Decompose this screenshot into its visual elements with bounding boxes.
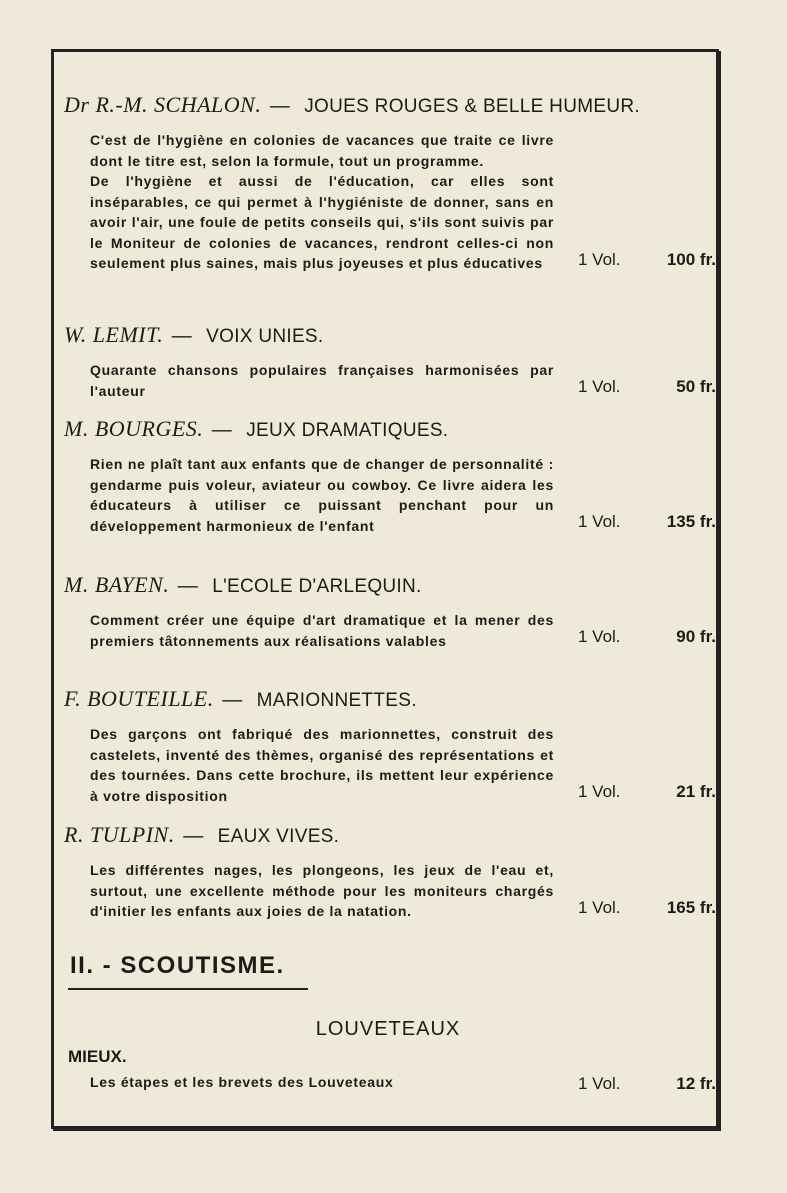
subentry-description xyxy=(90,1072,554,1093)
entry-body xyxy=(54,860,722,922)
book-entry-bouteille xyxy=(54,686,722,806)
entry-body xyxy=(54,724,722,806)
entry-volume: 1 Vol. xyxy=(578,377,621,396)
entry-price: 165 fr. xyxy=(666,897,716,917)
entry-volume: 1 Vol. xyxy=(578,512,621,531)
entry-heading xyxy=(64,416,722,442)
entry-paragraph: Des garçons ont fabriqué des marionnettes, construit des castelets, inventé des thèmes, organisé des représentations et des tournées. Dans cette brochure, ils mettent leur expérience à votre disposition xyxy=(90,726,554,804)
entry-author: M. BAYEN. xyxy=(64,572,170,597)
entry-title: JOUES ROUGES & BELLE HUMEUR. xyxy=(304,96,640,117)
subentry-volume: 1 Vol. xyxy=(578,1074,621,1093)
entry-heading xyxy=(64,92,722,118)
entry-paragraph: Quarante chansons populaires françaises harmonisées par l'auteur xyxy=(90,362,554,399)
entry-dash: — xyxy=(211,419,232,441)
entry-description xyxy=(90,860,554,922)
entry-volume: 1 Vol. xyxy=(578,782,621,801)
subentry-price: 12 fr. xyxy=(676,1074,716,1093)
entry-volume: 1 Vol. xyxy=(578,249,621,269)
entry-paragraph: Comment créer une équipe d'art dramatique et la mener des premiers tâtonnements aux réalisations valables xyxy=(90,612,554,649)
book-entry-bourges xyxy=(54,416,722,536)
entry-price: 100 fr. xyxy=(666,249,716,269)
entry-price: 50 fr. xyxy=(676,377,716,396)
entry-body xyxy=(54,360,722,401)
entry-description xyxy=(90,610,554,651)
entry-heading xyxy=(64,822,722,848)
subentry-author: MIEUX. xyxy=(68,1047,127,1066)
entry-author: R. TULPIN. xyxy=(64,822,175,847)
entry-description xyxy=(90,724,554,806)
entry-body xyxy=(54,130,722,274)
entry-description xyxy=(90,454,554,536)
entry-paragraph: C'est de l'hygiène en colonies de vacances que traite ce livre dont le titre est, selon la formule, tout un programme. xyxy=(90,132,554,169)
entry-price: 90 fr. xyxy=(676,627,716,646)
book-entry-bayen xyxy=(54,572,722,651)
subentry-row xyxy=(54,1072,722,1098)
entry-author: F. BOUTEILLE. xyxy=(64,686,214,711)
entry-title: MARIONNETTES. xyxy=(256,690,417,711)
section-underline xyxy=(68,988,308,990)
entry-description xyxy=(90,130,554,274)
book-entry-lemit xyxy=(54,322,722,401)
subsection-title: LOUVETEAUX xyxy=(315,1018,461,1040)
subentry-text: Les étapes et les brevets des Louveteaux xyxy=(90,1074,394,1090)
entry-body xyxy=(54,610,722,651)
entry-volume: 1 Vol. xyxy=(578,627,621,646)
entry-paragraph: Les différentes nages, les plongeons, les jeux de l'eau et, surtout, une excellente méthode pour les moniteurs chargés d'initier les enfants aux joies de la natation. xyxy=(90,862,554,919)
entry-dash: — xyxy=(177,575,198,597)
entry-body xyxy=(54,454,722,536)
entry-author: W. LEMIT. xyxy=(64,322,164,347)
entry-paragraph: Rien ne plaît tant aux enfants que de changer de personnalité : gendarme puis voleur, aviateur ou cowboy. Ce livre aidera les éducateurs à utiliser ce puissant penchant pour un développement harmonieux de l'enfant xyxy=(90,456,554,534)
entry-title: VOIX UNIES. xyxy=(206,326,324,347)
entry-price: 21 fr. xyxy=(676,782,716,801)
entry-title: JEUX DRAMATIQUES. xyxy=(246,420,449,441)
entry-dash: — xyxy=(171,325,192,347)
book-entry-tulpin xyxy=(54,822,722,922)
entry-title: L'ECOLE D'ARLEQUIN. xyxy=(212,576,422,597)
entry-author: M. BOURGES. xyxy=(64,416,204,441)
book-entry-schalon xyxy=(54,92,722,274)
entry-author: Dr R.-M. SCHALON. xyxy=(64,92,262,117)
entry-heading xyxy=(64,686,722,712)
section-title: II. - SCOUTISME. xyxy=(70,952,285,979)
entry-dash: — xyxy=(222,689,243,711)
entry-title: EAUX VIVES. xyxy=(217,826,340,847)
entry-dash: — xyxy=(269,95,290,117)
entry-description xyxy=(90,360,554,401)
entry-price: 135 fr. xyxy=(666,512,716,531)
catalog-frame xyxy=(51,49,719,1129)
entry-heading xyxy=(64,572,722,598)
entry-heading xyxy=(64,322,722,348)
entry-dash: — xyxy=(183,825,204,847)
entry-volume: 1 Vol. xyxy=(578,897,621,917)
entry-paragraph: De l'hygiène et aussi de l'éducation, car elles sont inséparables, ce qui permet à l'hygiéniste de donner, sans en avoir l'air, une foule de petits conseils qui, s'ils sont suivis par le Moniteur de colonies de vacances, rendront celles-ci non seulement plus saines, mais plus joyeuses et plus éducatives xyxy=(90,173,554,271)
